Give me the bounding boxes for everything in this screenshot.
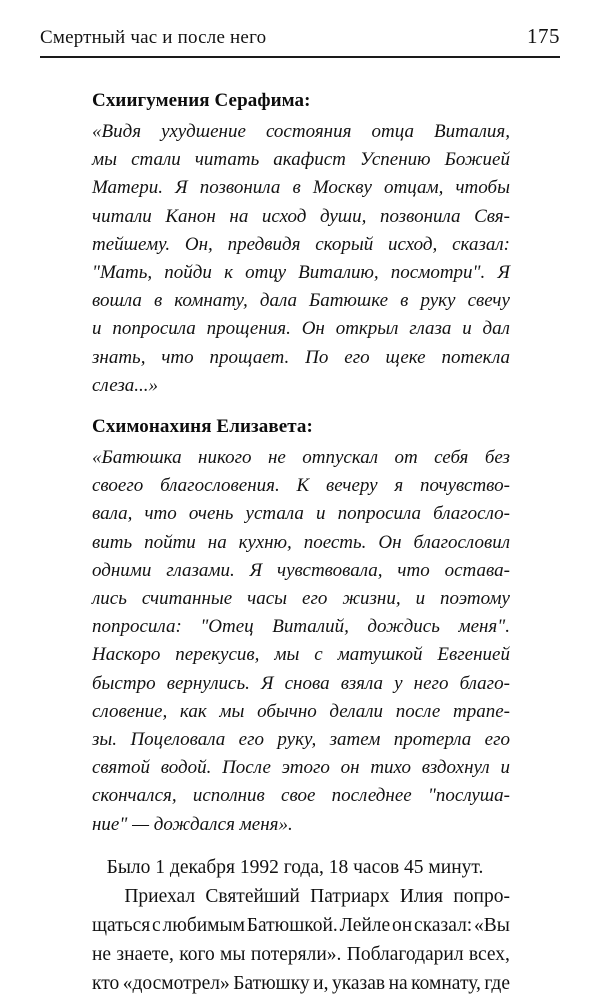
text-line-last: ние" — дождался меня». xyxy=(92,813,293,835)
running-head xyxy=(40,24,560,49)
text-line: одними глазами. Я чувствовала, что остава- xyxy=(92,559,510,581)
text-line: не знаете, кого мы потеряли». Поблагодарил всех, xyxy=(92,943,510,965)
text-line: вала, что очень устала и попросила благосло- xyxy=(92,503,510,525)
text-line-last: Было 1 декабря 1992 года, 18 часов 45 минут. xyxy=(92,856,484,878)
text-line: Наскоро перекусив, мы с матушкой Евгенией xyxy=(92,644,510,666)
text-line: мы стали читать акафист Успению Божией xyxy=(92,149,510,171)
text-line: своего благословения. К вечеру я почувство- xyxy=(92,475,510,497)
text-line: лись считанные часы его жизни, и поэтому xyxy=(92,588,510,610)
quote-block-elizaveta xyxy=(92,444,510,839)
text-line: читали Канон на исход души, позвонила Свя- xyxy=(92,205,510,227)
text-line: святой водой. После этого он тихо вздохнул и xyxy=(92,757,510,779)
text-line: быстро вернулись. Я снова взяла у него благо- xyxy=(92,672,510,694)
text-line: попросила: "Отец Виталий, дождись меня". xyxy=(92,616,510,638)
closing-paragraph-2 xyxy=(92,882,510,998)
closing-paragraph-1 xyxy=(92,853,510,882)
text-line: "Мать, пойди к отцу Виталию, посмотри". Я xyxy=(92,262,510,284)
text-line: зы. Поцеловала его руку, затем протерла его xyxy=(92,729,510,751)
text-line: кто «досмотрел» Батюшку и, указав на комнату, где xyxy=(92,972,510,994)
text-line: вить пойти на кухню, поесть. Он благословил xyxy=(92,531,510,553)
text-line: и попросила прощения. Он открыл глаза и дал xyxy=(92,318,510,340)
text-line-last: слеза...» xyxy=(92,374,159,396)
text-line: знать, что прощает. По его щеке потекла xyxy=(92,346,510,368)
block-gap xyxy=(92,400,510,414)
paragraph-indent xyxy=(92,882,114,911)
page-number: 175 xyxy=(527,24,560,48)
text-line: тейшему. Он, предвидя скорый исход, сказал: xyxy=(92,233,510,255)
text-line: Приехал Святейший Патриарх Илия попро- xyxy=(92,882,510,911)
paragraph-gap xyxy=(92,839,510,853)
header-divider xyxy=(40,56,560,58)
speaker-heading-serafima: Схиигумения Серафима: xyxy=(92,90,311,111)
text-line: скончался, исполнив свое последнее "послуша- xyxy=(92,785,510,807)
text-block xyxy=(92,88,510,998)
text-line: Матери. Я позвонила в Москву отцам, чтобы xyxy=(92,177,510,199)
quote-block-serafima xyxy=(92,118,510,400)
running-head-title: Смертный час и после него xyxy=(40,27,267,48)
text-line: «Батюшка никого не отпускал от себя без xyxy=(92,447,510,469)
text-line: вошла в комнату, дала Батюшке в руку свечу xyxy=(92,290,510,312)
text-line: «Видя ухудшение состояния отца Виталия, xyxy=(92,121,510,142)
speaker-heading-elizaveta: Схимонахиня Елизавета: xyxy=(92,416,313,438)
text-line: словение, как мы обычно делали после трапе- xyxy=(92,700,510,722)
text-line: щаться с любимым Батюшкой. Лейле он сказал: «Вы xyxy=(92,914,510,936)
